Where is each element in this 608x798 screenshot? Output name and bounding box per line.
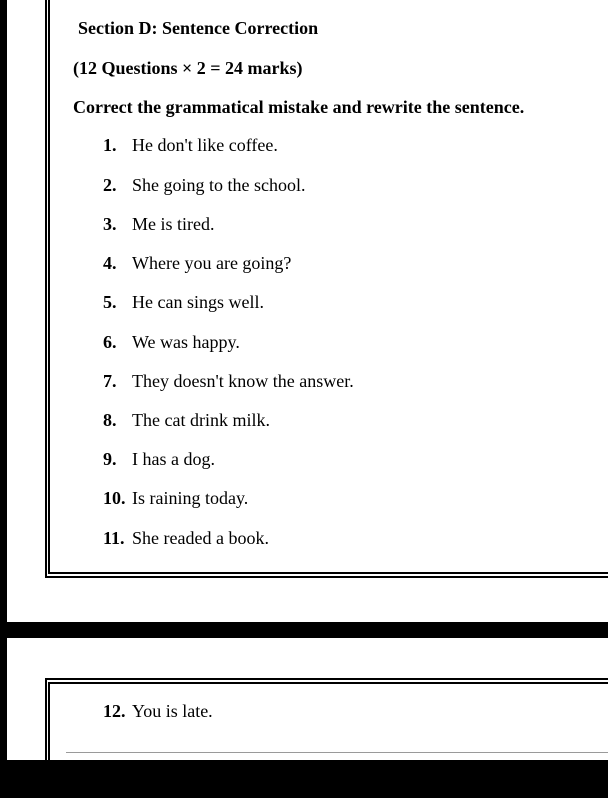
page-top xyxy=(7,0,608,622)
question-number: 10. xyxy=(103,488,126,508)
question-number: 12. xyxy=(103,701,126,721)
question-item xyxy=(103,371,354,391)
question-number: 3. xyxy=(103,214,117,234)
question-number: 5. xyxy=(103,292,117,312)
question-number: 8. xyxy=(103,410,117,430)
question-text: You is late. xyxy=(132,701,213,721)
question-item xyxy=(103,135,278,155)
question-text: We was happy. xyxy=(132,332,240,352)
question-item xyxy=(103,332,240,352)
question-text: She readed a book. xyxy=(132,528,269,548)
page-bottom xyxy=(7,638,608,760)
question-text: They doesn't know the answer. xyxy=(132,371,354,391)
question-number: 6. xyxy=(103,332,117,352)
question-item xyxy=(103,175,306,195)
question-number: 11. xyxy=(103,528,125,548)
question-item xyxy=(103,701,213,721)
question-text: Me is tired. xyxy=(132,214,215,234)
question-text: Is raining today. xyxy=(132,488,249,508)
question-item xyxy=(103,292,264,312)
question-item xyxy=(103,488,248,508)
question-number: 7. xyxy=(103,371,117,391)
question-text: He can sings well. xyxy=(132,292,264,312)
section-title: Section D: Sentence Correction xyxy=(78,18,319,38)
question-text: The cat drink milk. xyxy=(132,410,270,430)
question-number: 2. xyxy=(103,175,117,195)
question-item xyxy=(103,528,269,548)
question-box-border xyxy=(45,678,608,798)
question-item xyxy=(103,410,270,430)
question-item xyxy=(103,214,215,234)
question-text: She going to the school. xyxy=(132,175,306,195)
question-number: 1. xyxy=(103,135,117,155)
question-text: I has a dog. xyxy=(132,449,215,469)
question-item xyxy=(103,449,215,469)
question-item xyxy=(103,253,291,273)
section-instruction: Correct the grammatical mistake and rewrite the sentence. xyxy=(73,97,525,117)
question-text: He don't like coffee. xyxy=(132,135,278,155)
question-text: Where you are going? xyxy=(132,253,292,273)
answer-line xyxy=(66,752,608,753)
section-marks: (12 Questions × 2 = 24 marks) xyxy=(73,58,303,78)
question-number: 4. xyxy=(103,253,117,273)
question-number: 9. xyxy=(103,449,117,469)
